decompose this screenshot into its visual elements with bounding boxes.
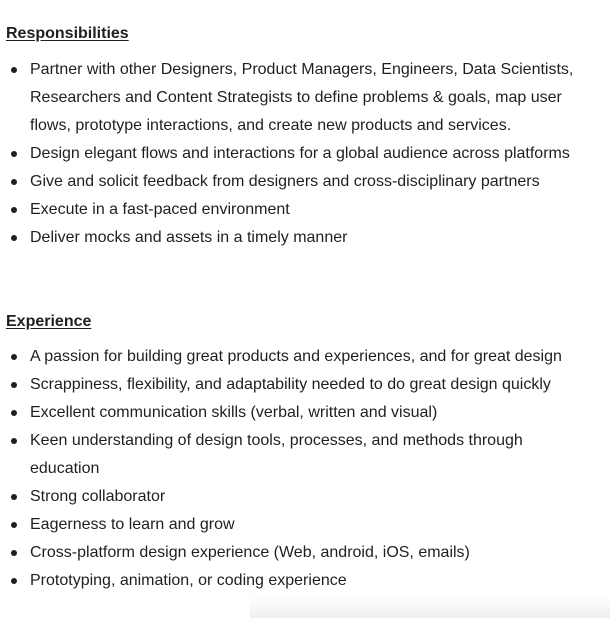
list-item <box>0 224 610 252</box>
list-item-text: Scrappiness, flexibility, and adaptability needed to do great design quickly <box>30 376 551 393</box>
list-item <box>0 371 610 399</box>
responsibilities-heading: Responsibilities <box>6 25 129 42</box>
bottom-fade <box>250 596 610 618</box>
list-item-text: Execute in a fast-paced environment <box>30 201 290 218</box>
list-item-text: Give and solicit feedback from designers and cross-disciplinary partners <box>30 173 540 190</box>
list-item-text: Excellent communication skills (verbal, written and visual) <box>30 404 438 421</box>
bullet-icon <box>11 494 17 500</box>
bullet-icon <box>11 410 17 416</box>
list-item-text: Cross-platform design experience (Web, android, iOS, emails) <box>30 544 470 561</box>
bullet-icon <box>11 438 17 444</box>
bullet-icon <box>11 207 17 213</box>
bullet-icon <box>11 151 17 157</box>
experience-list <box>0 343 610 595</box>
list-item-text: A passion for building great products and experiences, and for great design <box>30 348 562 365</box>
list-item <box>0 56 610 140</box>
list-item <box>0 140 610 168</box>
bullet-icon <box>11 179 17 185</box>
list-item-text: Keen understanding of design tools, processes, and methods through education <box>30 432 523 477</box>
list-item-text: Deliver mocks and assets in a timely manner <box>30 229 348 246</box>
list-item-text: Partner with other Designers, Product Managers, Engineers, Data Scientists, Researchers and Content Strategists to define problems & goals, map user flows, prototype interactions, and create new products and services. <box>30 61 574 134</box>
list-item <box>0 567 610 595</box>
bullet-icon <box>11 550 17 556</box>
list-item-text: Prototyping, animation, or coding experience <box>30 572 347 589</box>
bullet-icon <box>11 522 17 528</box>
bullet-icon <box>11 67 17 73</box>
list-item <box>0 399 610 427</box>
list-item-text: Eagerness to learn and grow <box>30 516 235 533</box>
bullet-icon <box>11 354 17 360</box>
list-item-text: Design elegant flows and interactions for a global audience across platforms <box>30 145 570 162</box>
list-item <box>0 196 610 224</box>
list-item <box>0 539 610 567</box>
list-item-text: Strong collaborator <box>30 488 166 505</box>
list-item <box>0 427 610 483</box>
responsibilities-list <box>0 56 610 252</box>
list-item <box>0 511 610 539</box>
list-item <box>0 483 610 511</box>
bullet-icon <box>11 235 17 241</box>
bullet-icon <box>11 578 17 584</box>
list-item <box>0 343 610 371</box>
experience-heading: Experience <box>6 313 92 330</box>
list-item <box>0 168 610 196</box>
bullet-icon <box>11 382 17 388</box>
